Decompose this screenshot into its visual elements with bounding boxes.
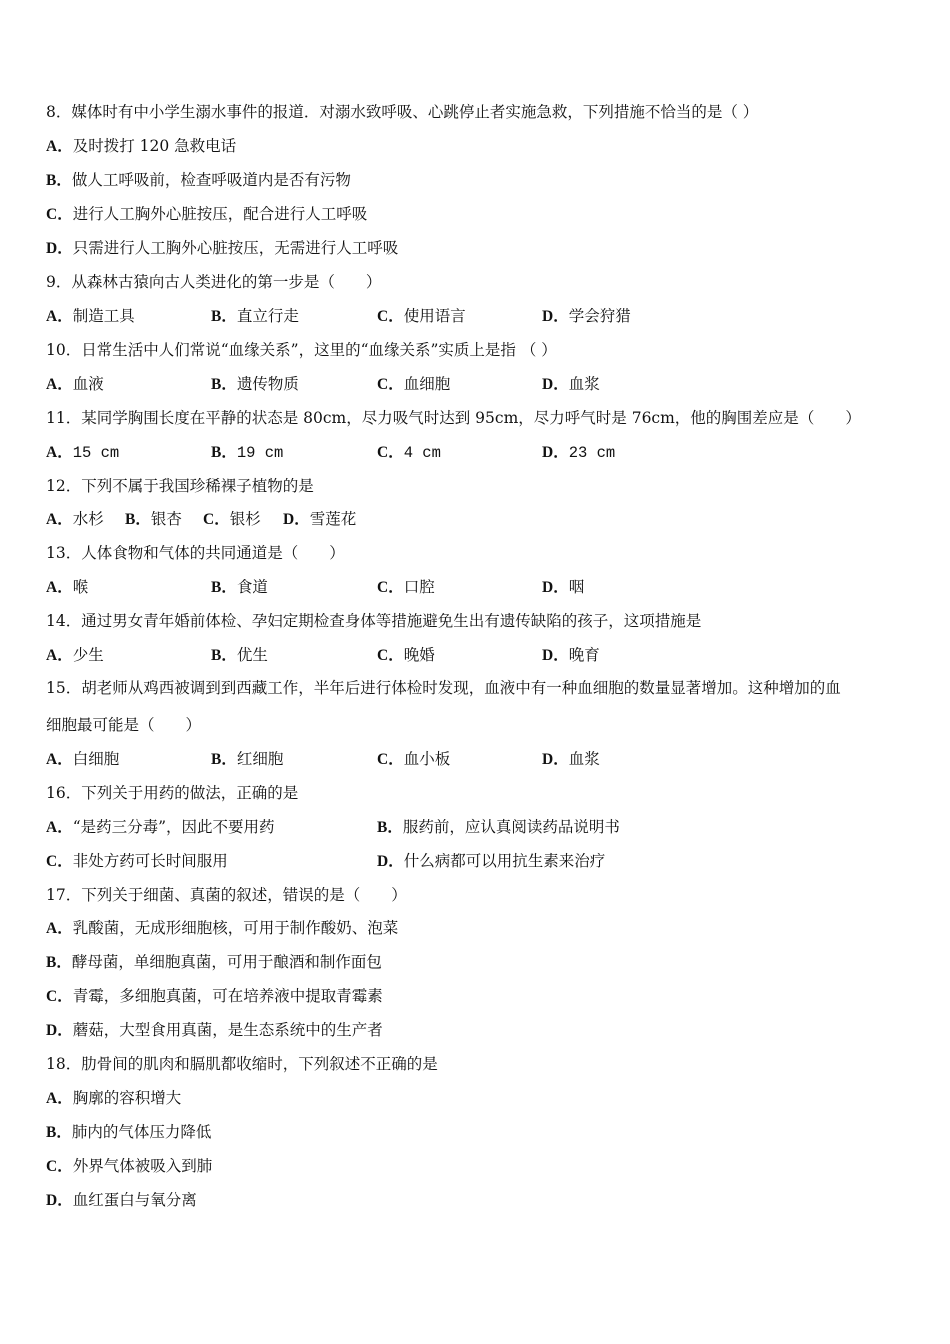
question-10-option-b bbox=[211, 374, 299, 395]
option-text: 4 cm bbox=[403, 444, 441, 462]
option-label: B． bbox=[46, 1124, 72, 1141]
option-label: B． bbox=[211, 444, 237, 461]
question-9-option-d bbox=[542, 306, 631, 327]
option-label: C． bbox=[46, 988, 73, 1005]
option-label: D． bbox=[283, 511, 310, 528]
option-text: 肺内的气体压力降低 bbox=[71, 1123, 212, 1141]
option-text: 蘑菇，大型食用真菌，是生态系统中的生产者 bbox=[72, 1021, 383, 1039]
option-label: B． bbox=[211, 647, 237, 664]
option-text: 雪莲花 bbox=[309, 510, 357, 528]
option-label: D． bbox=[542, 647, 569, 664]
question-14-option-d bbox=[542, 645, 600, 666]
option-label: A． bbox=[46, 511, 73, 528]
option-label: C． bbox=[377, 444, 404, 461]
question-17-option-a bbox=[46, 918, 398, 939]
option-label: D． bbox=[542, 751, 569, 768]
question-16-option-c bbox=[46, 851, 228, 872]
option-label: A． bbox=[46, 751, 73, 768]
option-text: 血液 bbox=[72, 375, 104, 393]
question-8-option-a bbox=[46, 136, 236, 157]
option-label: B． bbox=[211, 579, 237, 596]
question-18-option-b bbox=[46, 1122, 211, 1143]
question-14-option-b bbox=[211, 645, 268, 666]
option-text: 血浆 bbox=[568, 750, 600, 768]
question-18-option-d bbox=[46, 1190, 197, 1211]
question-13-option-d bbox=[542, 577, 584, 598]
option-text: 喉 bbox=[72, 578, 89, 596]
option-label: D． bbox=[46, 1022, 73, 1039]
question-17-option-d bbox=[46, 1020, 383, 1041]
option-text: 血红蛋白与氧分离 bbox=[72, 1191, 197, 1209]
option-text: 血细胞 bbox=[403, 375, 451, 393]
option-text: 制造工具 bbox=[72, 307, 135, 325]
option-label: A． bbox=[46, 376, 73, 393]
option-label: A． bbox=[46, 444, 73, 461]
question-10-option-c bbox=[377, 374, 450, 395]
question-13-option-a bbox=[46, 577, 88, 598]
question-15-option-c bbox=[377, 749, 450, 770]
option-text: 非处方药可长时间服用 bbox=[72, 852, 228, 870]
option-text: 服药前，应认真阅读药品说明书 bbox=[402, 818, 620, 836]
question-11-option-c bbox=[377, 442, 441, 463]
option-text: 直立行走 bbox=[236, 307, 299, 325]
question-9-option-b bbox=[211, 306, 299, 327]
option-label: D． bbox=[542, 444, 569, 461]
question-18-option-a bbox=[46, 1088, 181, 1109]
option-text: 银杏 bbox=[150, 510, 182, 528]
question-12-option-c bbox=[203, 509, 261, 530]
option-label: D． bbox=[542, 308, 569, 325]
option-text: “是药三分毒”，因此不要用药 bbox=[72, 818, 275, 836]
option-text: 进行人工胸外心脏按压，配合进行人工呼吸 bbox=[72, 205, 368, 223]
option-text: 外界气体被吸入到肺 bbox=[72, 1157, 213, 1175]
option-text: 乳酸菌，无成形细胞核，可用于制作酸奶、泡菜 bbox=[72, 919, 399, 937]
question-15-option-b bbox=[211, 749, 283, 770]
option-text: 晚婚 bbox=[403, 646, 435, 664]
question-12-option-a bbox=[46, 509, 104, 530]
question-14-stem: 14．通过男女青年婚前体检、孕妇定期检查身体等措施避免生出有遗传缺陷的孩子，这项措施是 bbox=[46, 612, 702, 630]
question-17-option-b bbox=[46, 952, 382, 973]
question-8-stem: 8．媒体时有中小学生溺水事件的报道．对溺水致呼吸、心跳停止者实施急救，下列措施不恰当的是（ ） bbox=[46, 103, 759, 121]
option-label: A． bbox=[46, 308, 73, 325]
option-text: 晚育 bbox=[568, 646, 600, 664]
question-12-stem: 12．下列不属于我国珍稀裸子植物的是 bbox=[46, 477, 314, 495]
option-label: B． bbox=[125, 511, 151, 528]
option-label: C． bbox=[377, 647, 404, 664]
option-text: 血小板 bbox=[403, 750, 451, 768]
option-text: 酵母菌，单细胞真菌，可用于酿酒和制作面包 bbox=[71, 953, 382, 971]
option-text: 做人工呼吸前，检查呼吸道内是否有污物 bbox=[71, 171, 351, 189]
option-label: D． bbox=[377, 853, 404, 870]
option-text: 红细胞 bbox=[236, 750, 284, 768]
option-text: 白细胞 bbox=[72, 750, 120, 768]
option-label: C． bbox=[377, 376, 404, 393]
option-text: 少生 bbox=[72, 646, 104, 664]
option-text: 及时拨打 120 急救电话 bbox=[72, 137, 237, 155]
question-16-option-d bbox=[377, 851, 605, 872]
question-17-stem: 17．下列关于细菌、真菌的叙述，错误的是（ ） bbox=[46, 886, 407, 904]
question-10-option-d bbox=[542, 374, 600, 395]
question-11-option-d bbox=[542, 442, 615, 463]
question-8-option-c bbox=[46, 204, 367, 225]
option-label: C． bbox=[203, 511, 230, 528]
option-text: 青霉，多细胞真菌，可在培养液中提取青霉素 bbox=[72, 987, 383, 1005]
option-label: B． bbox=[46, 954, 72, 971]
question-8-option-d bbox=[46, 238, 398, 259]
option-label: D． bbox=[46, 240, 73, 257]
question-16-option-a bbox=[46, 817, 275, 838]
option-text: 学会狩猎 bbox=[568, 307, 631, 325]
question-13-stem: 13．人体食物和气体的共同通道是（ ） bbox=[46, 544, 345, 562]
option-label: C． bbox=[377, 308, 404, 325]
option-label: C． bbox=[377, 751, 404, 768]
question-10-stem: 10．日常生活中人们常说“血缘关系”，这里的“血缘关系”实质上是指 （ ） bbox=[46, 341, 557, 359]
question-9-stem: 9．从森林古猿向古人类进化的第一步是（ ） bbox=[46, 273, 382, 291]
option-text: 只需进行人工胸外心脏按压，无需进行人工呼吸 bbox=[72, 239, 399, 257]
option-text: 咽 bbox=[568, 578, 585, 596]
question-16-stem: 16．下列关于用药的做法，正确的是 bbox=[46, 784, 299, 802]
option-label: A． bbox=[46, 819, 73, 836]
option-text: 19 cm bbox=[236, 444, 284, 462]
question-16-option-b bbox=[377, 817, 620, 838]
option-label: B． bbox=[46, 172, 72, 189]
question-8-option-b bbox=[46, 170, 351, 191]
question-9-option-c bbox=[377, 306, 466, 327]
option-label: C． bbox=[46, 853, 73, 870]
option-label: A． bbox=[46, 920, 73, 937]
question-10-option-a bbox=[46, 374, 104, 395]
option-text: 口腔 bbox=[403, 578, 435, 596]
question-15-stem-line-2: 细胞最可能是（ ） bbox=[46, 716, 202, 734]
question-12-option-b bbox=[125, 509, 182, 530]
option-label: B． bbox=[377, 819, 403, 836]
question-11-stem: 11．某同学胸围长度在平静的状态是 80cm，尽力吸气时达到 95cm，尽力呼气时是 76cm，他的胸围差应是（ ） bbox=[46, 409, 861, 427]
option-text: 水杉 bbox=[72, 510, 104, 528]
question-15-option-a bbox=[46, 749, 119, 770]
option-label: C． bbox=[46, 1158, 73, 1175]
option-text: 15 cm bbox=[72, 444, 120, 462]
option-text: 血浆 bbox=[568, 375, 600, 393]
option-label: A． bbox=[46, 1090, 73, 1107]
option-label: A． bbox=[46, 647, 73, 664]
question-17-option-c bbox=[46, 986, 383, 1007]
option-label: C． bbox=[46, 206, 73, 223]
option-text: 优生 bbox=[236, 646, 268, 664]
question-9-option-a bbox=[46, 306, 135, 327]
question-11-option-a bbox=[46, 442, 119, 463]
option-text: 食道 bbox=[236, 578, 268, 596]
option-label: A． bbox=[46, 579, 73, 596]
question-11-option-b bbox=[211, 442, 283, 463]
question-15-option-d bbox=[542, 749, 600, 770]
question-14-option-c bbox=[377, 645, 435, 666]
question-18-stem: 18．肋骨间的肌肉和膈肌都收缩时，下列叙述不正确的是 bbox=[46, 1055, 438, 1073]
option-text: 银杉 bbox=[229, 510, 261, 528]
option-label: D． bbox=[542, 376, 569, 393]
option-label: C． bbox=[377, 579, 404, 596]
question-15-stem-line-1: 15．胡老师从鸡西被调到到西藏工作，半年后进行体检时发现，血液中有一种血细胞的数量显著增加。这种增加的血 bbox=[46, 679, 841, 697]
option-text: 遗传物质 bbox=[236, 375, 299, 393]
option-label: A． bbox=[46, 138, 73, 155]
option-label: D． bbox=[46, 1192, 73, 1209]
option-label: D． bbox=[542, 579, 569, 596]
option-label: B． bbox=[211, 376, 237, 393]
question-13-option-b bbox=[211, 577, 268, 598]
option-text: 胸廓的容积增大 bbox=[72, 1089, 182, 1107]
option-label: B． bbox=[211, 751, 237, 768]
option-text: 23 cm bbox=[568, 444, 616, 462]
question-13-option-c bbox=[377, 577, 435, 598]
option-label: B． bbox=[211, 308, 237, 325]
option-text: 使用语言 bbox=[403, 307, 466, 325]
question-18-option-c bbox=[46, 1156, 212, 1177]
question-14-option-a bbox=[46, 645, 104, 666]
question-12-option-d bbox=[283, 509, 356, 530]
option-text: 什么病都可以用抗生素来治疗 bbox=[403, 852, 606, 870]
